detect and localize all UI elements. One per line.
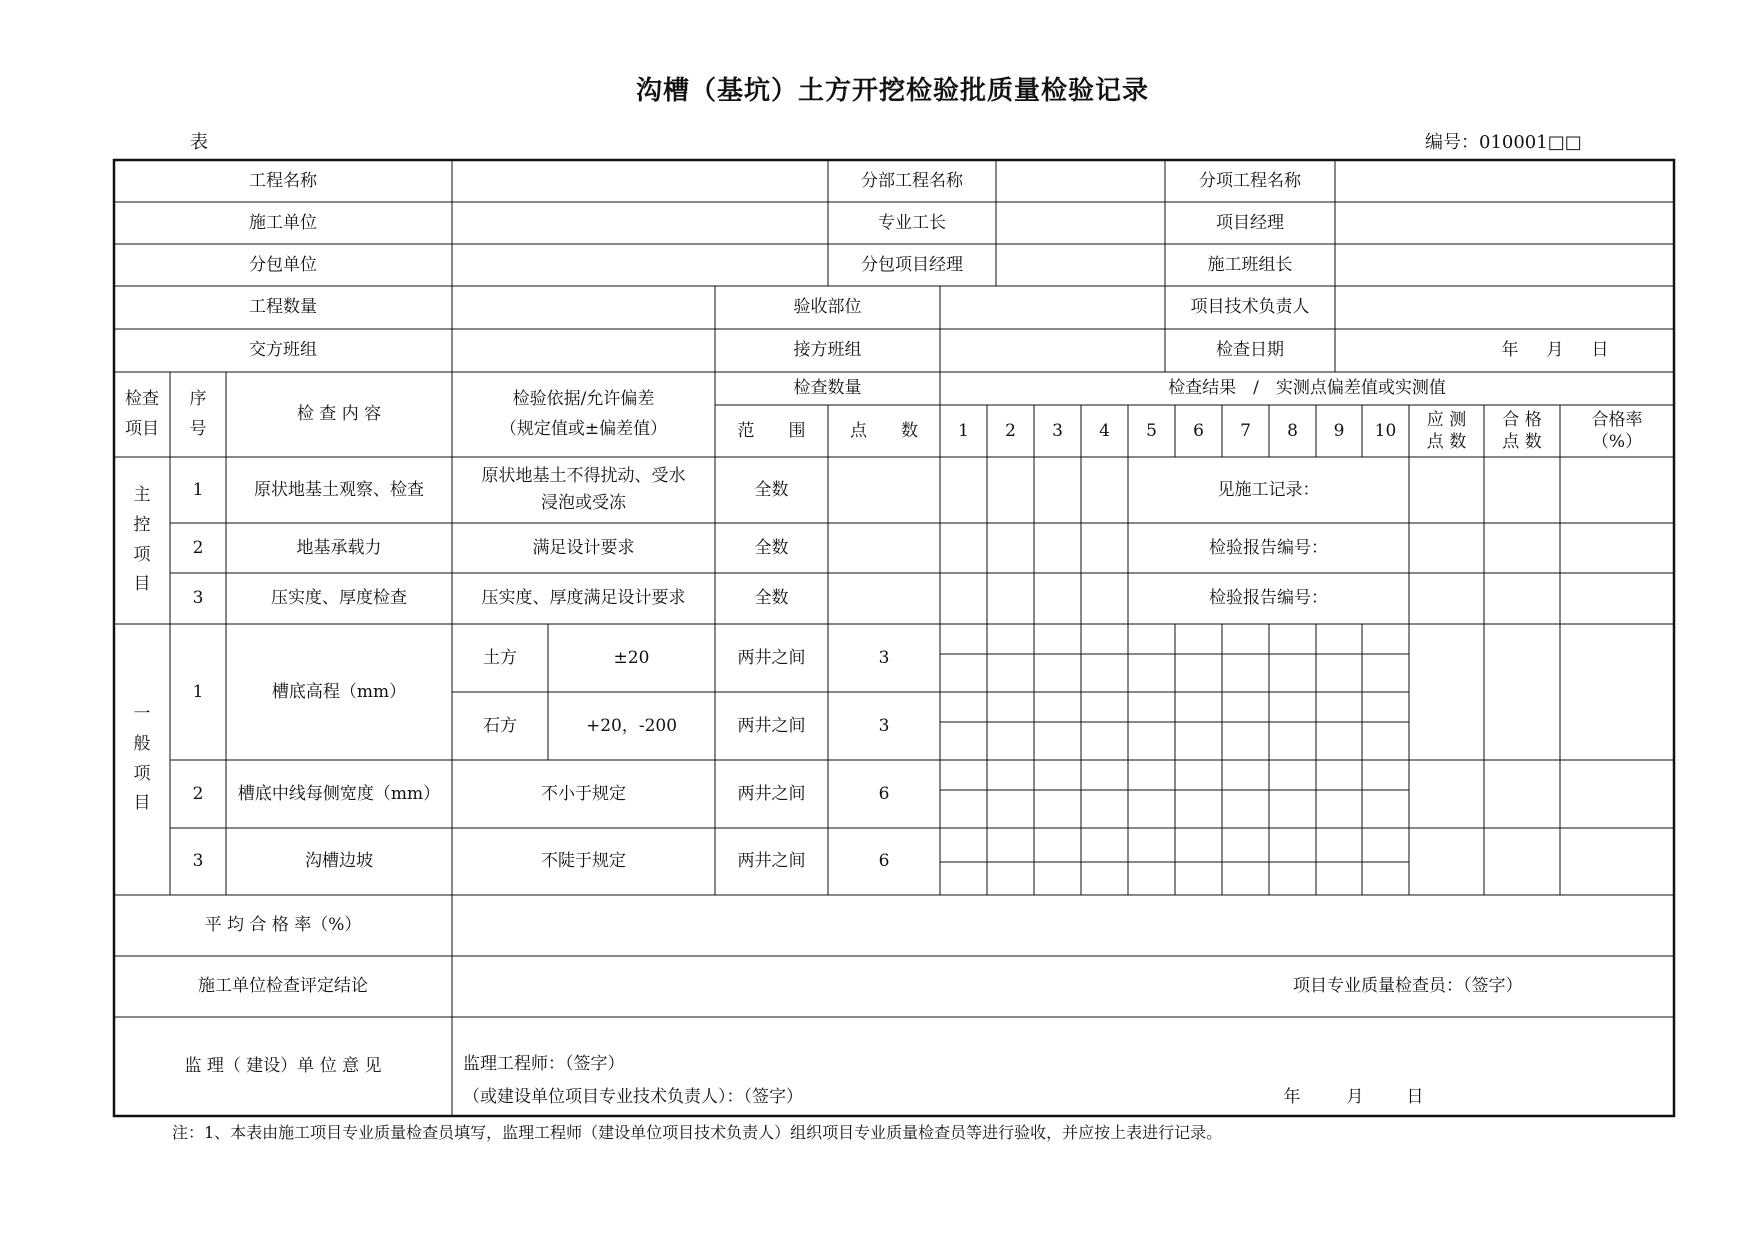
general-row-1-sub2-points: 3 <box>878 715 890 736</box>
field-foreman[interactable] <box>996 202 1165 244</box>
col-measure-4: 4 <box>1099 420 1110 441</box>
field-receive-team[interactable] <box>940 329 1165 372</box>
main-items-char: 项 <box>133 544 151 565</box>
general-items-char: 目 <box>133 793 151 814</box>
general-row-3-content: 沟槽边坡 <box>305 851 373 872</box>
general-row-1-sub2-type: 石方 <box>483 715 517 736</box>
label-check-date: 检查日期 <box>1216 340 1284 361</box>
col-pass-rate-line: （%） <box>1591 432 1643 452</box>
col-qualified-line: 点 数 <box>1502 432 1542 452</box>
col-should-measure-line: 点 数 <box>1426 432 1467 452</box>
label-handover-team: 交方班组 <box>249 340 317 361</box>
conclusion-label: 施工单位检查评定结论 <box>198 976 368 997</box>
main-row-2-content: 地基承载力 <box>296 537 382 558</box>
main-row-2-range: 全数 <box>754 537 789 558</box>
col-should-measure-line: 应 测 <box>1426 409 1467 430</box>
date-month-label: 月 <box>1546 340 1564 361</box>
label-subitem-name: 分项工程名称 <box>1199 170 1301 191</box>
main-items-char: 控 <box>133 514 151 535</box>
col-should-measure <box>1409 405 1484 457</box>
label-receive-team: 接方班组 <box>793 340 862 361</box>
main-row-2-note: 检验报告编号： <box>1209 537 1328 558</box>
field-sub-pm[interactable] <box>996 244 1165 286</box>
col-seq-line: 序 <box>189 388 207 409</box>
main-row-3-content: 压实度、厚度检查 <box>271 588 407 609</box>
general-row-2-points: 6 <box>878 783 890 804</box>
col-qualified-line: 合 格 <box>1502 409 1542 430</box>
inspector-signature: 项目专业质量检查员：（签字） <box>1293 976 1523 997</box>
owner-rep-signature: （或建设单位项目专业技术负责人）：（签字） <box>463 1086 803 1107</box>
field-project-name[interactable] <box>452 160 828 202</box>
col-seq <box>170 372 226 457</box>
general-row-2-basis: 不小于规定 <box>541 783 626 804</box>
col-pass-rate <box>1560 405 1674 457</box>
main-items-label <box>114 457 170 624</box>
sig-day-label: 日 <box>1406 1086 1424 1107</box>
general-row-1-sub2-range: 两井之间 <box>737 715 806 736</box>
field-division-name[interactable] <box>996 160 1165 202</box>
table-label: 表 <box>190 132 208 153</box>
col-measure-5: 5 <box>1146 420 1157 441</box>
main-items-char: 目 <box>133 574 151 595</box>
field-handover-team[interactable] <box>452 329 715 372</box>
general-row-1-sub2-tolerance: +20，-200 <box>585 715 678 736</box>
main-row-3-note: 检验报告编号： <box>1209 588 1328 609</box>
col-points: 点 数 <box>850 420 918 441</box>
col-measure-3: 3 <box>1052 420 1063 441</box>
main-items-char: 主 <box>133 485 151 505</box>
main-row-1-note: 见施工记录： <box>1217 479 1320 500</box>
engineer-signature: 监理工程师：（签字） <box>463 1053 625 1074</box>
field-contractor[interactable] <box>452 202 828 244</box>
col-measure-10: 10 <box>1374 420 1397 441</box>
general-items-char: 项 <box>133 763 151 784</box>
col-category-line: 项目 <box>125 418 159 439</box>
col-qualified <box>1484 405 1560 457</box>
field-tech-lead[interactable] <box>1335 286 1674 329</box>
main-row-3-range: 全数 <box>754 588 789 609</box>
form-title: 沟槽（基坑）土方开挖检验批质量检验记录 <box>635 76 1149 106</box>
field-project-manager[interactable] <box>1335 202 1674 244</box>
col-check-qty: 检查数量 <box>793 378 862 399</box>
date-year-label: 年 <box>1501 340 1519 361</box>
general-row-1-sub1-points: 3 <box>878 647 890 668</box>
label-foreman: 专业工长 <box>878 212 946 233</box>
avg-pass-rate-label: 平 均 合 格 率（%） <box>204 915 362 936</box>
label-tech-lead: 项目技术负责人 <box>1190 297 1310 318</box>
field-quantity[interactable] <box>452 286 715 329</box>
label-team-leader: 施工班组长 <box>1207 254 1293 275</box>
general-row-3-basis: 不陡于规定 <box>541 851 626 872</box>
col-basis-line: （规定值或±偏差值） <box>499 418 668 439</box>
label-sub-pm: 分包项目经理 <box>861 254 963 275</box>
main-row-3-seq: 3 <box>192 588 204 609</box>
general-items-char: 般 <box>133 733 151 754</box>
main-row-2-basis: 满足设计要求 <box>532 537 635 558</box>
main-row-1-basis-line: 原状地基土不得扰动、受水 <box>481 465 686 486</box>
general-row-1-seq: 1 <box>192 681 204 702</box>
general-row-3-seq: 3 <box>192 851 204 872</box>
field-team-leader[interactable] <box>1335 244 1674 286</box>
document-code: 编号：010001□□ <box>1425 132 1582 153</box>
field-subcontractor[interactable] <box>452 244 828 286</box>
col-range: 范 围 <box>737 420 806 441</box>
label-project-manager: 项目经理 <box>1216 212 1284 233</box>
general-row-1-content: 槽底高程（mm） <box>271 681 407 702</box>
col-seq-line: 号 <box>189 418 207 439</box>
main-row-1-basis-line: 浸泡或受冻 <box>541 493 626 513</box>
col-measure-9: 9 <box>1333 420 1345 441</box>
avg-pass-rate-field[interactable] <box>452 895 1674 956</box>
general-row-1-sub1-range: 两井之间 <box>737 647 806 668</box>
col-basis-line: 检验依据/允许偏差 <box>512 388 655 409</box>
col-category <box>114 372 170 457</box>
label-accept-part: 验收部位 <box>793 297 862 318</box>
main-row-1-range: 全数 <box>754 479 789 500</box>
field-accept-part[interactable] <box>940 286 1165 329</box>
general-row-3-points: 6 <box>878 851 890 872</box>
general-row-1-sub1-type: 土方 <box>483 647 517 668</box>
col-pass-rate-line: 合格率 <box>1591 409 1643 430</box>
main-row-3-basis: 压实度、厚度满足设计要求 <box>481 588 686 609</box>
col-measure-2: 2 <box>1005 420 1016 441</box>
main-row-1-content: 原状地基土观察、检查 <box>254 479 424 500</box>
label-division-name: 分部工程名称 <box>861 170 963 191</box>
general-row-2-seq: 2 <box>192 783 204 804</box>
general-row-2-content: 槽底中线每侧宽度（mm） <box>237 783 441 804</box>
general-row-3-range: 两井之间 <box>737 851 806 872</box>
general-row-1-sub1-tolerance: ±20 <box>613 647 650 668</box>
footnote: 注：1、本表由施工项目专业质量检查员填写，监理工程师（建设单位项目技术负责人）组织项目专业质量检查员等进行验收，并应按上表进行记录。 <box>172 1123 1223 1142</box>
main-row-1-seq: 1 <box>192 479 204 500</box>
col-measure-8: 8 <box>1287 420 1298 441</box>
label-subcontractor: 分包单位 <box>249 254 317 275</box>
date-day-label: 日 <box>1591 340 1609 361</box>
col-category-line: 检查 <box>125 388 159 409</box>
col-content: 检 查 内 容 <box>296 404 382 425</box>
supervision-label: 监 理（ 建设）单 位 意 见 <box>184 1056 382 1077</box>
label-contractor: 施工单位 <box>249 212 317 233</box>
general-items-char: 一 <box>133 704 151 724</box>
col-measure-1: 1 <box>958 420 969 441</box>
label-project-name: 工程名称 <box>249 170 317 191</box>
sig-month-label: 月 <box>1346 1086 1364 1107</box>
col-measure-7: 7 <box>1240 420 1251 441</box>
main-row-1-basis <box>452 457 715 523</box>
label-quantity: 工程数量 <box>249 297 317 318</box>
col-result: 检查结果 / 实测点偏差值或实测值 <box>1168 378 1446 399</box>
col-measure-6: 6 <box>1193 420 1204 441</box>
main-row-2-seq: 2 <box>192 537 204 558</box>
field-subitem-name[interactable] <box>1335 160 1674 202</box>
general-items-label <box>114 624 170 895</box>
col-basis <box>452 372 715 457</box>
general-row-2-range: 两井之间 <box>737 783 806 804</box>
sig-year-label: 年 <box>1283 1086 1301 1107</box>
